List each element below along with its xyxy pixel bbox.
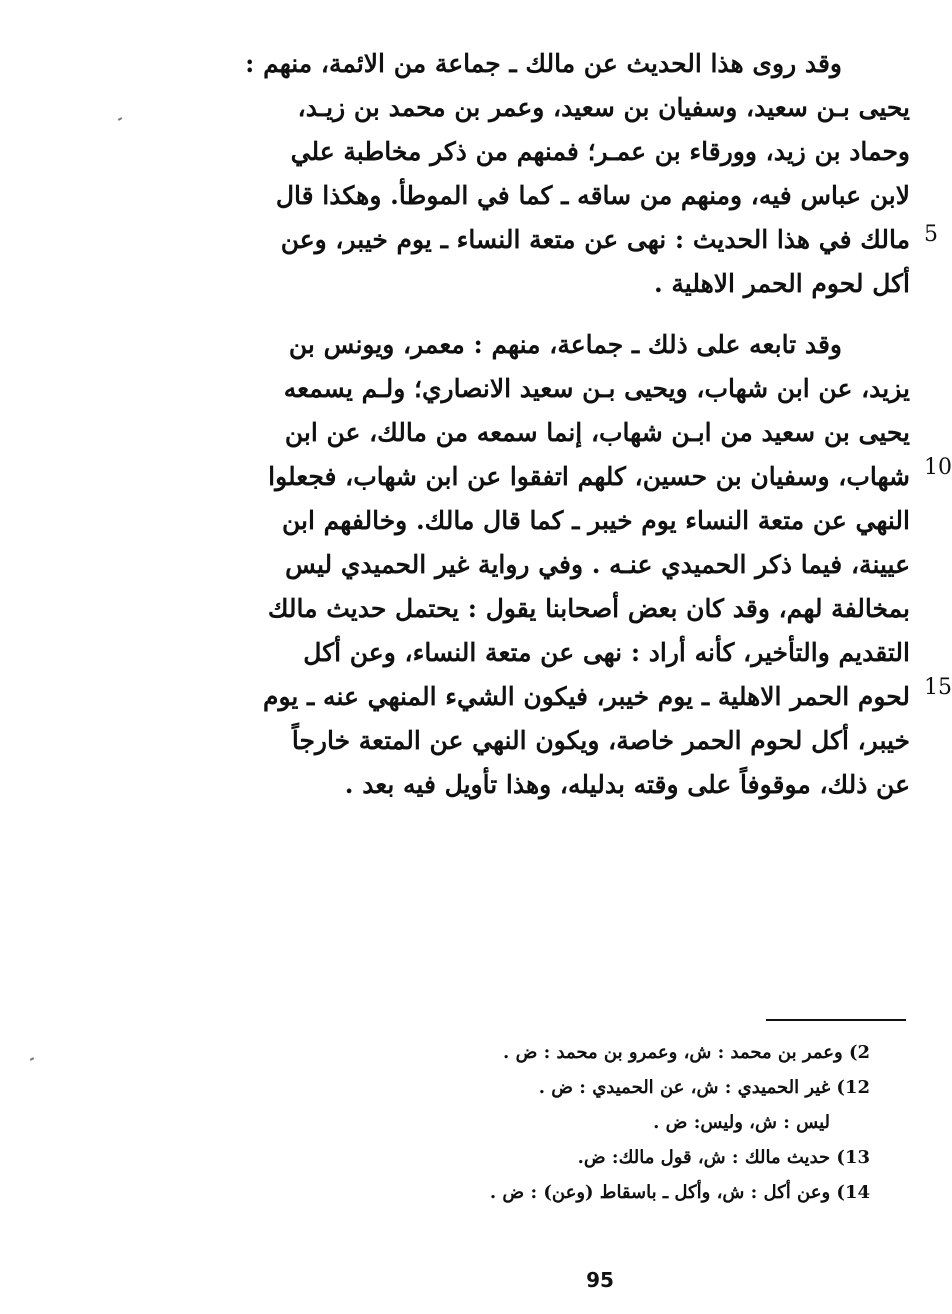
footnote: 2) وعمر بن محمد : ش، وعمرو بن محمد : ض . <box>503 1042 870 1063</box>
text-line: لحوم الحمر الاهلية ـ يوم خيبر، فيكون الشيء المنهي عنه ـ يوم <box>262 682 910 711</box>
text-line: مالك في هذا الحديث : نهى عن متعة النساء ـ يوم خيبر، وعن <box>280 225 910 254</box>
footnotes <box>380 1035 870 1210</box>
text-line: وقد تابعه على ذلك ـ جماعة، منهم : معمر، ويونس بن <box>288 330 842 359</box>
paragraph-2 <box>240 323 910 807</box>
text-line: خيبر، أكل لحوم الحمر خاصة، ويكون النهي عن المتعة خارجاً <box>291 726 910 755</box>
text-line: وحماد بن زيد، وورقاء بن عمـر؛ فمنهم من ذكر مخاطبة علي <box>290 137 910 166</box>
text-line: التقديم والتأخير، كأنه أراد : نهى عن متعة النساء، وعن أكل <box>303 638 910 667</box>
line-number: 15 <box>924 675 952 700</box>
footnote: 13) حديث مالك : ش، قول مالك: ض. <box>577 1147 870 1168</box>
text-line: عيينة، فيما ذكر الحميدي عنـه . وفي رواية غير الحميدي ليس <box>285 550 910 579</box>
text-line: بمخالفة لهم، وقد كان بعض أصحابنا يقول : يحتمل حديث مالك <box>267 594 910 623</box>
text-line: عن ذلك، موقوفاً على وقته بدليله، وهذا تأويل فيه بعد . <box>344 770 910 799</box>
page-number: 95 <box>586 1268 614 1292</box>
text-line: شهاب، وسفيان بن حسين، كلهم اتفقوا عن ابن شهاب، فجعلوا <box>268 462 910 491</box>
footnote: 12) غير الحميدي : ش، عن الحميدي : ض . <box>538 1077 870 1098</box>
text-line: وقد روى هذا الحديث عن مالك ـ جماعة من الائمة، منهم : <box>245 49 842 78</box>
text-line: يحيى بن سعيد من ابـن شهاب، إنما سمعه من مالك، عن ابن <box>284 418 910 447</box>
footnote-divider <box>766 1019 906 1021</box>
scan-speck <box>30 1057 34 1061</box>
text-line: يزيد، عن ابن شهاب، ويحيى بـن سعيد الانصاري؛ ولـم يسمعه <box>283 374 910 403</box>
scan-speck <box>118 117 122 121</box>
text-line: يحيى بـن سعيد، وسفيان بن سعيد، وعمر بن محمد بن زيـد، <box>297 93 910 122</box>
footnote: 14) وعن أكل : ش، وأكل ـ باسقاط (وعن) : ض . <box>489 1182 870 1203</box>
text-line: النهي عن متعة النساء يوم خيبر ـ كما قال مالك. وخالفهم ابن <box>282 506 910 535</box>
text-line: أكل لحوم الحمر الاهلية . <box>653 269 910 298</box>
text-line: لابن عباس فيه، ومنهم من ساقه ـ كما في الموطأ. وهكذا قال <box>275 181 910 210</box>
paragraph-1 <box>240 42 910 306</box>
line-number: 10 <box>924 455 952 480</box>
line-number: 5 <box>924 222 938 247</box>
footnote: ليس : ش، وليس: ض . <box>653 1112 830 1133</box>
